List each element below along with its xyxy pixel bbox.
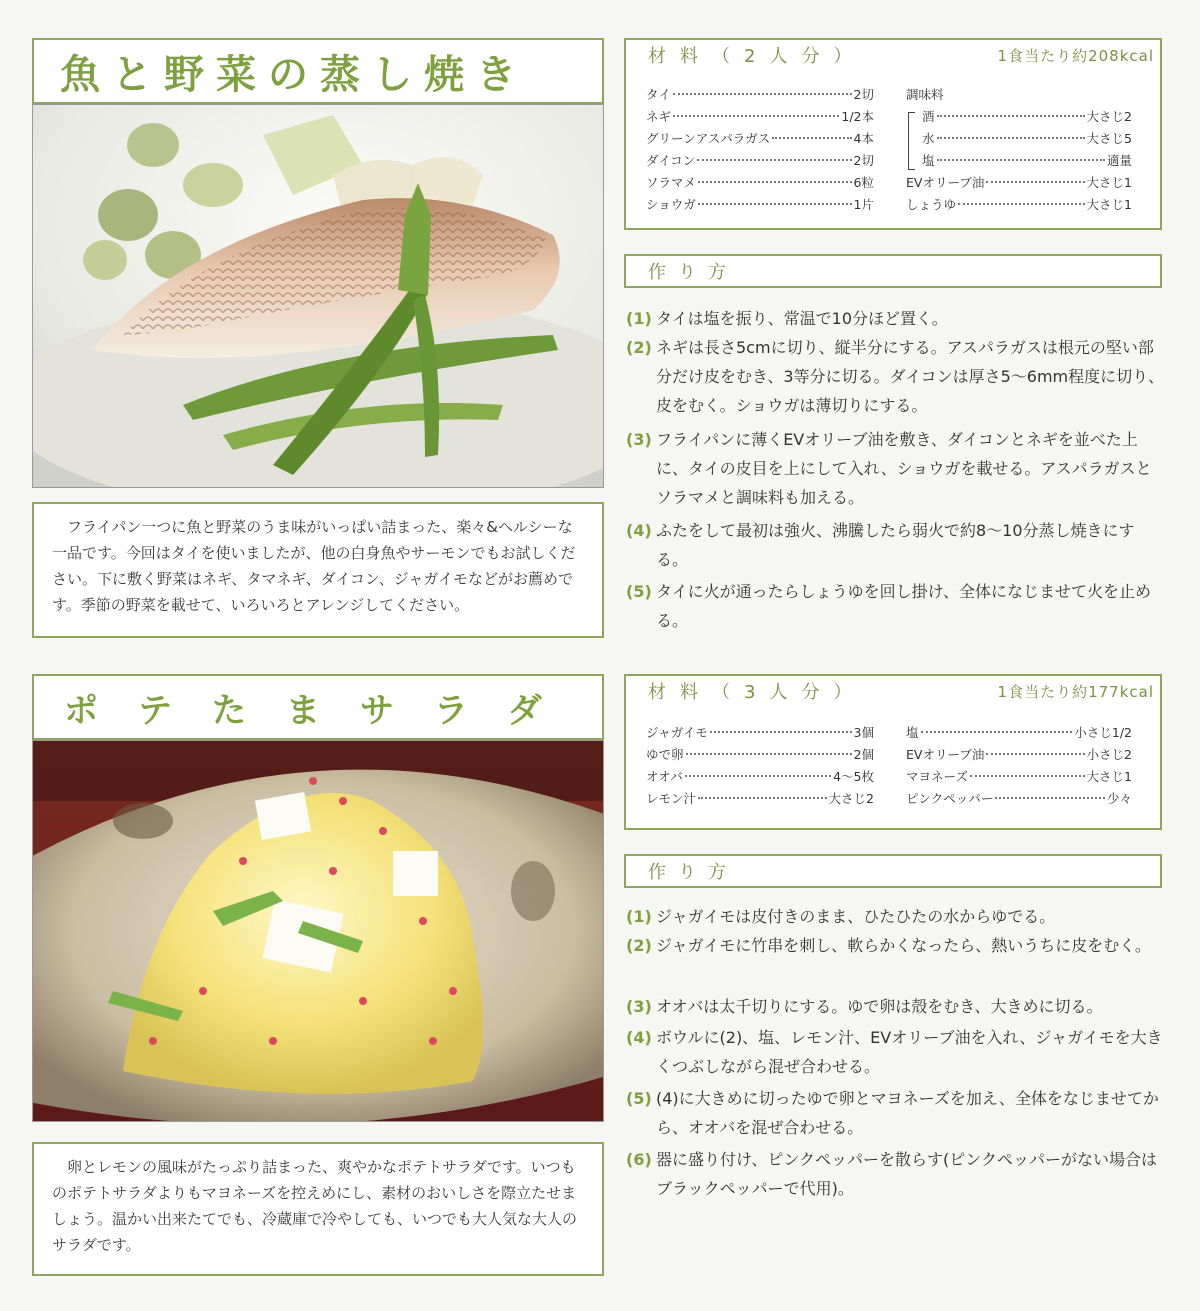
ingredient-row: ゆで卵 2個 xyxy=(646,747,874,762)
ingredient-row: しょうゆ 大さじ1 xyxy=(906,197,1132,212)
recipe2-title: ポテたまサラダ xyxy=(64,690,582,731)
recipe1-ingredients-header xyxy=(624,38,1162,72)
ingredient-row: ショウガ 1片 xyxy=(646,197,874,212)
recipe2-step: (3) オオバは太千切りにする。ゆで卵は殻をむき、大きめに切る。 xyxy=(626,997,1103,1016)
recipe2-kcal: 1食当たり約177kcal xyxy=(997,682,1154,701)
recipe2-title-box xyxy=(32,674,604,740)
seasoning-label: 調味料 xyxy=(906,87,944,102)
recipe1-howto-header xyxy=(624,254,1162,288)
recipe1-description: フライパン一つに魚と野菜のうま味がいっぱい詰まった、楽々&ヘルシーな一品です。今回はタイを使いましたが、他の白身魚やサーモンでもお試しください。下に敷く野菜はネギ、タマネギ、ダイコン、ジャガイモなどがお薦めです。季節の野菜を載せて、いろいろとアレンジしてください。 xyxy=(52,518,576,614)
ingredient-row: レモン汁 大さじ2 xyxy=(646,791,874,806)
recipe1-step: (1) タイは塩を振り、常温で10分ほど置く。 xyxy=(626,309,948,328)
ingredient-row: ジャガイモ 3個 xyxy=(646,725,874,740)
recipe1-howto-label: 作り方 xyxy=(648,262,738,283)
recipe2-description: 卵とレモンの風味がたっぷり詰まった、爽やかなポテトサラダです。いつものポテトサラダよりもマヨネーズを控えめにし、素材のおいしさを際立たせましょう。温かい出来たてでも、冷蔵庫で冷やしても、いつでも大人気な大人のサラダです。 xyxy=(52,1158,578,1254)
recipe1-step: (2) ネギは長さ5cmに切り、縦半分にする。アスパラガスは根元の堅い部分だけ皮をむき、3等分に切る。ダイコンは厚さ5〜6mm程度に切り、皮をむく。ショウガは薄切りにする。 xyxy=(626,338,1165,415)
ingredient-row: タイ 2切 xyxy=(646,87,874,102)
ingredient-row: オオバ 4〜5枚 xyxy=(646,769,874,784)
recipe2-howto-header xyxy=(624,854,1162,888)
ingredient-row: EVオリーブ油 大さじ1 xyxy=(906,175,1132,190)
recipe1-description-box xyxy=(32,502,604,638)
recipe2-step: (6) 器に盛り付け、ピンクペッパーを散らす(ピンクペッパーがない場合はブラックペッパーで代用)。 xyxy=(626,1150,1157,1198)
seasoning-bracket xyxy=(908,112,915,170)
recipe1-ingredients-box xyxy=(624,70,1162,230)
ingredient-row: EVオリーブ油 小さじ2 xyxy=(906,747,1132,762)
recipe2-step: (2) ジャガイモに竹串を刺し、軟らかくなったら、熱いうちに皮をむく。 xyxy=(626,936,1151,955)
ingredient-row: 塩 適量 xyxy=(922,153,1132,168)
recipe2-photo xyxy=(32,740,604,1122)
recipe1-kcal: 1食当たり約208kcal xyxy=(997,46,1154,65)
recipe2-step: (4) ボウルに(2)、塩、レモン汁、EVオリーブ油を入れ、ジャガイモを大きくつぶしながら混ぜ合わせる。 xyxy=(626,1028,1163,1076)
ingredient-row: ダイコン 2切 xyxy=(646,153,874,168)
ingredient-row: マヨネーズ 大さじ1 xyxy=(906,769,1132,784)
ingredient-row: ピンクペッパー 少々 xyxy=(906,791,1132,806)
recipe1-step: (5) タイに火が通ったらしょうゆを回し掛け、全体になじませて火を止める。 xyxy=(626,582,1152,630)
recipe1-title-box xyxy=(32,38,604,104)
ingredient-row: 水 大さじ5 xyxy=(922,131,1132,146)
recipe2-ingredients-header xyxy=(624,674,1162,708)
recipe1-step: (4) ふたをして最初は強火、沸騰したら弱火で約8〜10分蒸し焼きにする。 xyxy=(626,521,1135,569)
recipe2-howto-label: 作り方 xyxy=(648,862,738,883)
ingredient-row: 酒 大さじ2 xyxy=(922,109,1132,124)
recipe2-ingredients-label: 材料（3人分） xyxy=(648,682,866,703)
ingredient-row: 塩 小さじ1/2 xyxy=(906,725,1132,740)
recipe1-ingredients-label: 材料（2人分） xyxy=(648,46,866,67)
ingredient-row: ネギ 1/2本 xyxy=(646,109,874,124)
recipe2-step: (5) (4)に大きめに切ったゆで卵とマヨネーズを加え、全体をなじませてから、オオバを混ぜ合わせる。 xyxy=(626,1089,1159,1137)
recipe1-photo xyxy=(32,104,604,488)
recipe1-step: (3) フライパンに薄くEVオリーブ油を敷き、ダイコンとネギを並べた上に、タイの皮目を上にして入れ、ショウガを載せる。アスパラガスとソラマメと調味料も加える。 xyxy=(626,430,1152,507)
ingredient-row: グリーンアスパラガス 4本 xyxy=(646,131,874,146)
recipe2-step: (1) ジャガイモは皮付きのまま、ひたひたの水からゆでる。 xyxy=(626,907,1056,926)
recipe2-ingredients-box xyxy=(624,706,1162,830)
recipe2-description-box xyxy=(32,1142,604,1276)
recipe1-title: 魚と野菜の蒸し焼き xyxy=(60,51,528,98)
ingredient-row: ソラマメ 6粒 xyxy=(646,175,874,190)
